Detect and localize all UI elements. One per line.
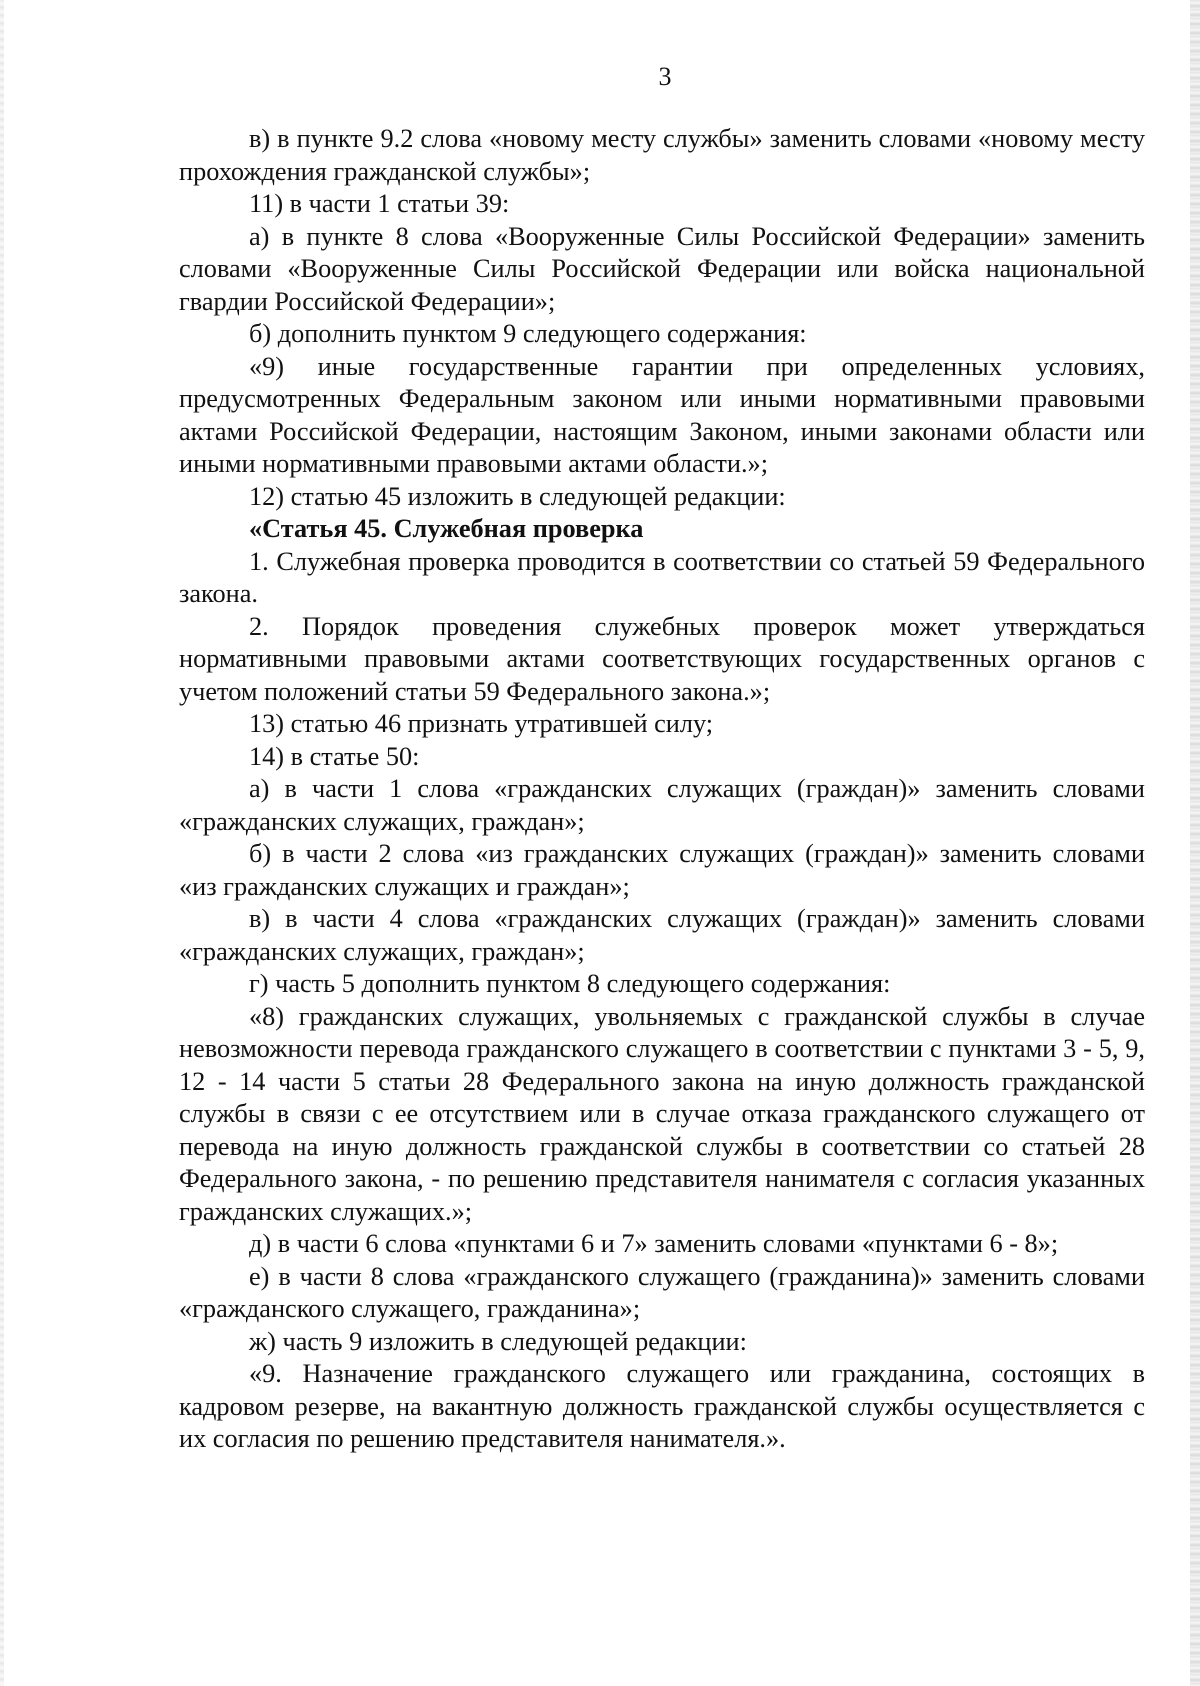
paragraph: а) в пункте 8 слова «Вооруженные Силы Российской Федерации» заменить словами «Вооруженные Силы Российской Федерации или войска национальной гвардии Российской Федерации»; xyxy=(179,221,1145,316)
paragraph: г) часть 5 дополнить пунктом 8 следующего содержания: xyxy=(249,969,891,998)
paragraph: е) в части 8 слова «гражданского служащего (гражданина)» заменить словами «гражданского служащего, гражданина»; xyxy=(179,1261,1145,1323)
document-body xyxy=(179,123,1145,1456)
paragraph: «9) иные государственные гарантии при определенных условиях, предусмотренных Федеральным законом или иными нормативными правовыми актами Российской Федерации, настоящим Законом, иными законами области или иными нормативными правовыми актами области.»; xyxy=(179,351,1145,478)
scan-edge-right xyxy=(1190,0,1200,1686)
paragraph: 2. Порядок проведения служебных проверок может утверждаться нормативными правовыми актами соответствующих государственных органов с учетом положений статьи 59 Федерального закона.»; xyxy=(179,611,1145,706)
paragraph: 11) в части 1 статьи 39: xyxy=(249,189,510,218)
paragraph: ж) часть 9 изложить в следующей редакции: xyxy=(249,1326,747,1356)
paragraph: 12) статью 45 изложить в следующей редакции: xyxy=(249,481,786,511)
paragraph: «8) гражданских служащих, увольняемых с гражданской службы в случае невозможности перевода гражданского служащего в соответствии с пунктами 3 - 5, 9, 12 - 14 части 5 статьи 28 Федерального закона на иную должность гражданской службы в связи с ее отсутствием или в случае отказа гражданского служащего от перевода на иную должность гражданской службы в соответствии со статьей 28 Федерального закона, - по решению представителя нанимателя с согласия указанных гражданских служащих.»; xyxy=(179,1001,1145,1226)
paragraph: б) дополнить пунктом 9 следующего содержания: xyxy=(249,319,807,348)
paragraph: 14) в статье 50: xyxy=(249,741,420,771)
paragraph: «9. Назначение гражданского служащего или гражданина, состоящих в кадровом резерве, на вакантную должность гражданской службы осуществляется с их согласия по решению представителя нанимателя.». xyxy=(179,1359,1145,1453)
paragraph: 13) статью 46 признать утратившей силу; xyxy=(249,709,714,738)
scan-edge-left xyxy=(0,0,4,1686)
paragraph: а) в части 1 слова «гражданских служащих (граждан)» заменить словами «гражданских служащих, граждан»; xyxy=(179,774,1145,836)
paragraph: б) в части 2 слова «из гражданских служащих (граждан)» заменить словами «из гражданских служащих и граждан»; xyxy=(179,839,1145,901)
page-number: 3 xyxy=(658,62,672,91)
article-heading: «Статья 45. Служебная проверка xyxy=(249,514,644,543)
paragraph: 1. Служебная проверка проводится в соответствии со статьей 59 Федерального закона. xyxy=(179,546,1145,608)
paragraph: в) в пункте 9.2 слова «новому месту службы» заменить словами «новому месту прохождения гражданской службы»; xyxy=(179,124,1145,186)
paragraph: в) в части 4 слова «гражданских служащих (граждан)» заменить словами «гражданских служащих, граждан»; xyxy=(179,904,1145,966)
paragraph: д) в части 6 слова «пунктами 6 и 7» заменить словами «пунктами 6 - 8»; xyxy=(249,1229,1059,1258)
